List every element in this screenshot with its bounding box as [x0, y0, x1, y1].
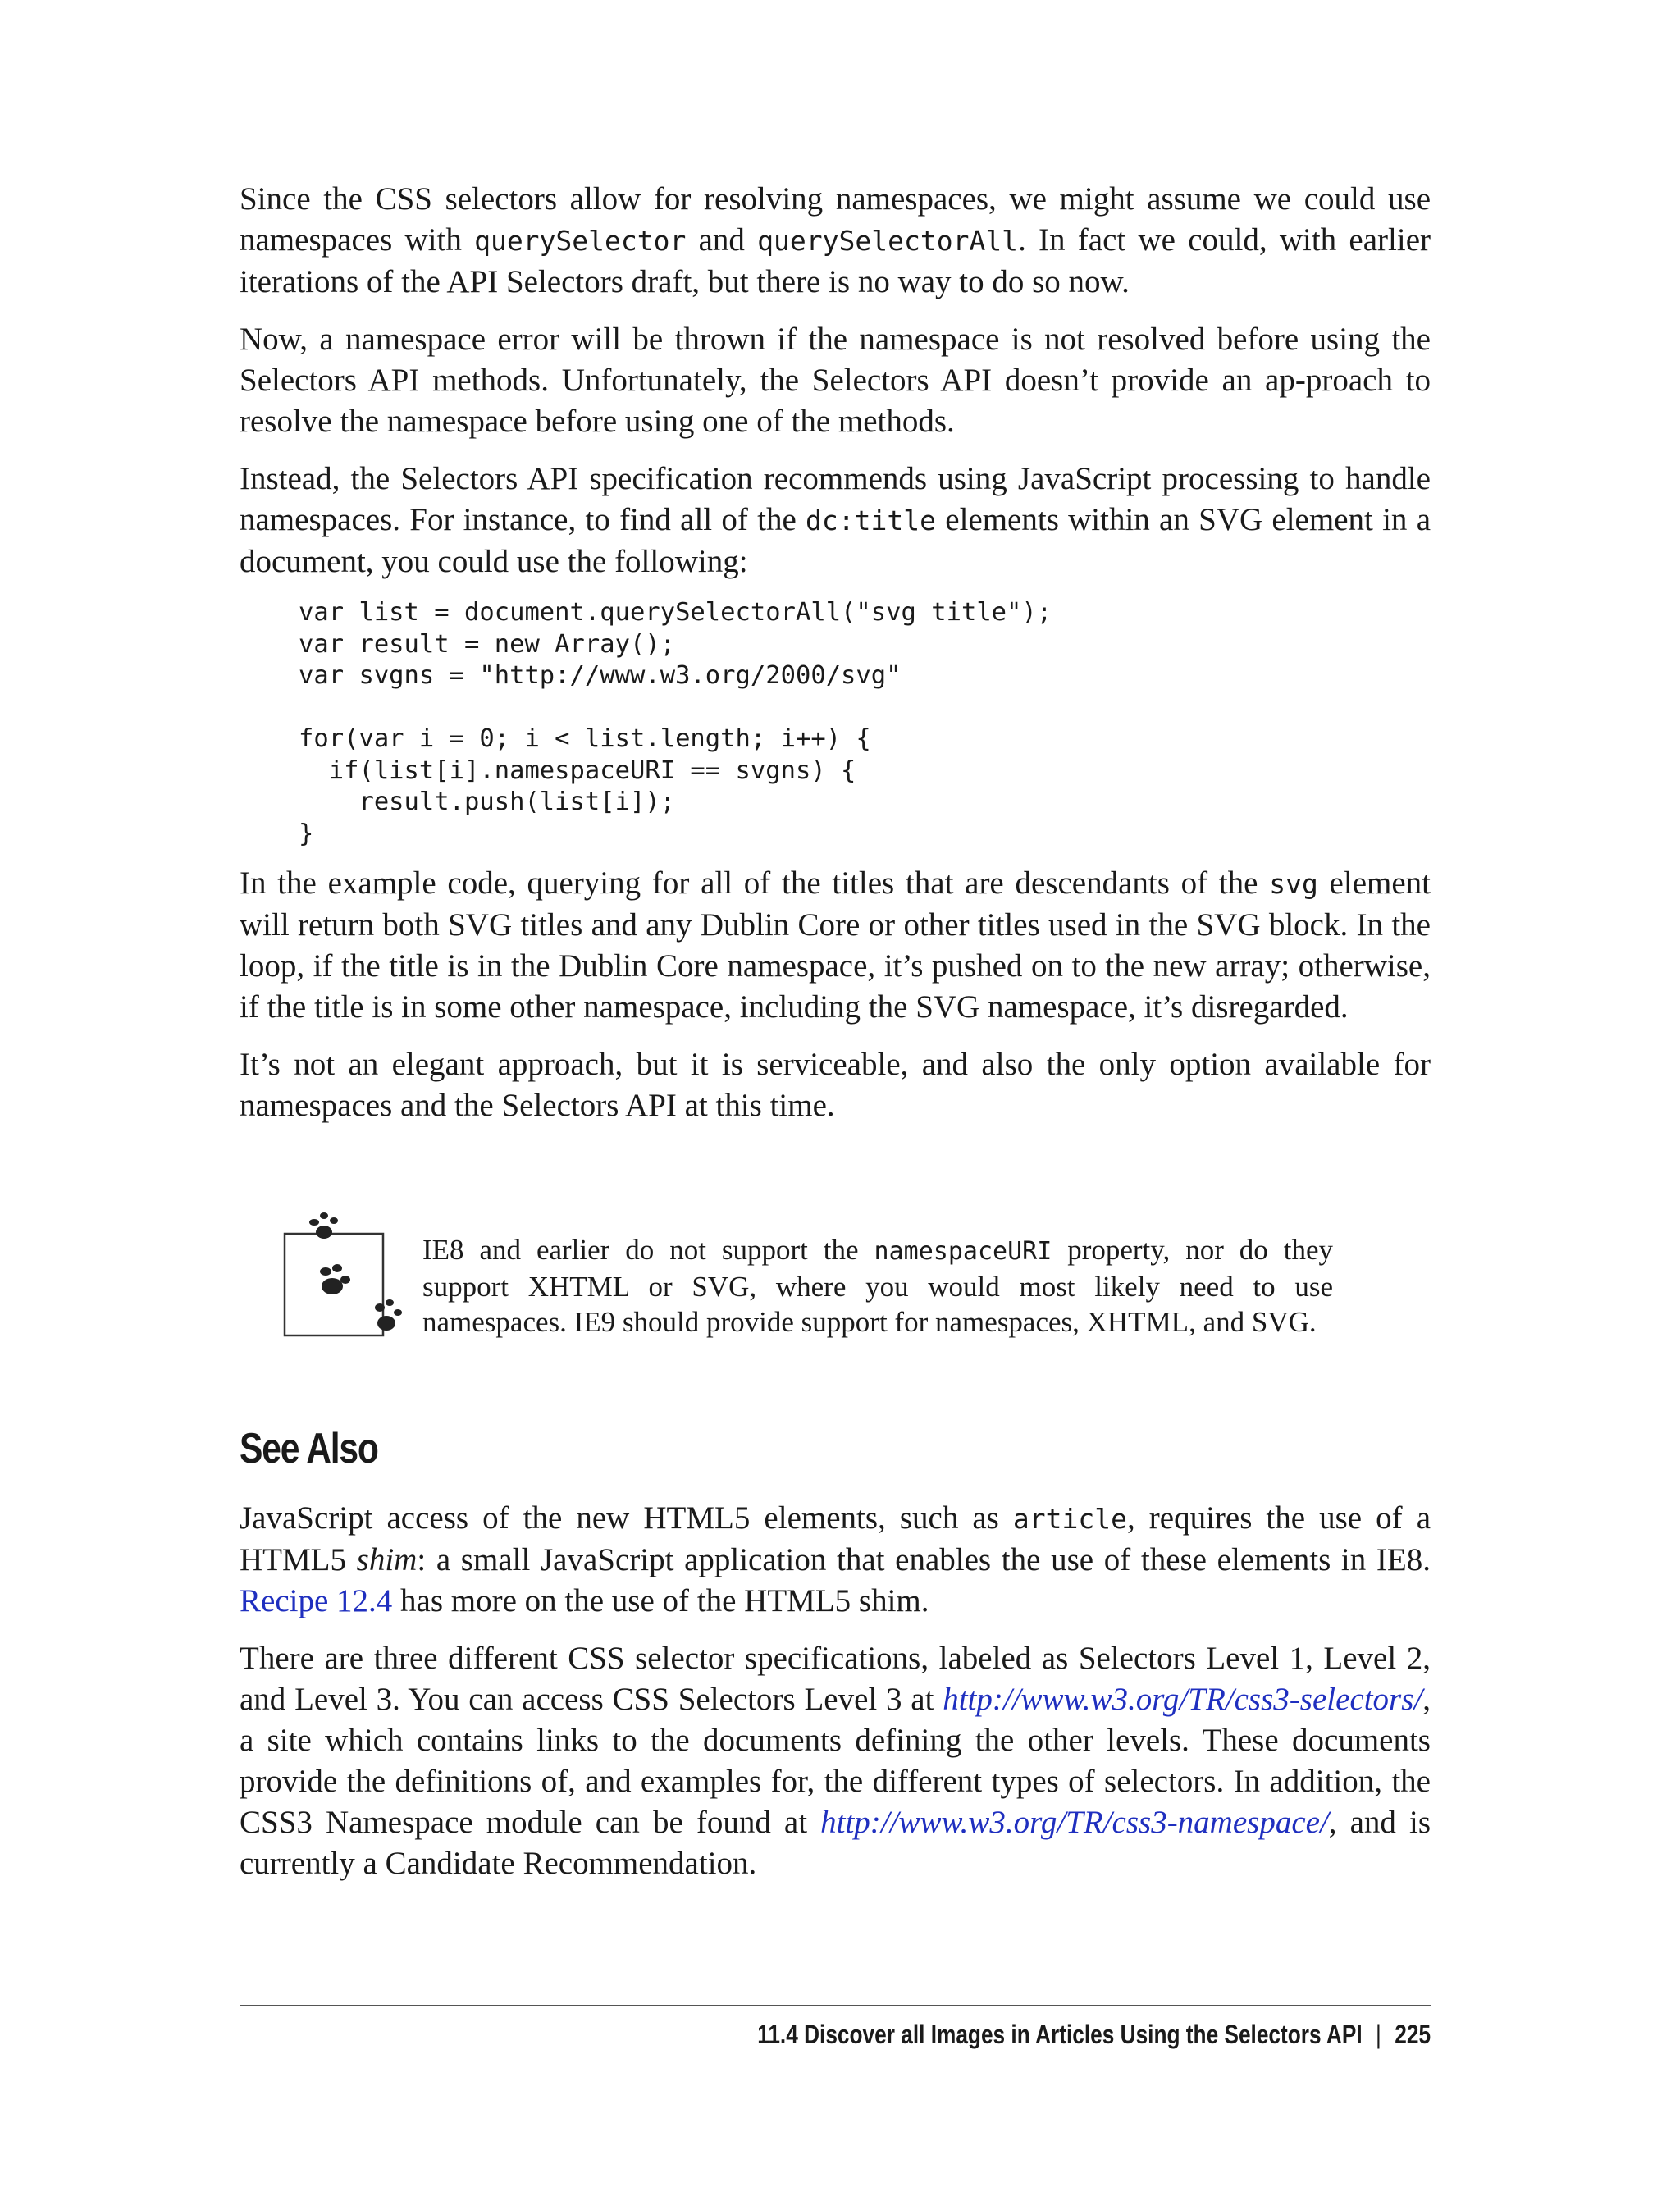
- inline-code: svg: [1269, 868, 1318, 900]
- css3-namespace-link[interactable]: http://www.w3.org/TR/css3-namespace/: [820, 1805, 1329, 1840]
- text: property, nor do they support XHTML or SVG, where you would most likely need to use namespaces. IE9 should provide support for namespaces, XHTML, and SVG.: [422, 1234, 1333, 1338]
- css3-selectors-link[interactable]: http://www.w3.org/TR/css3-selectors/: [943, 1682, 1423, 1717]
- text: , and is currently a Candidate Recommendation.: [240, 1805, 1431, 1881]
- tip-note: [283, 1204, 1349, 1368]
- text: Instead, the Selectors API specification recommends using JavaScript processing to handle namespaces. For instance, to find all of the: [240, 461, 1431, 537]
- main-text-column: [240, 179, 1431, 1126]
- paragraph-2: Now, a namespace error will be thrown if the namespace is not resolved before using the Selectors API methods. Unfortunately, the Selectors API doesn’t provide an ap-proach to resolve the namespace before using one of the methods.: [240, 322, 1431, 439]
- see-also-text-column: [240, 1498, 1431, 1884]
- footer-section-title: 11.4 Discover all Images in Articles Using the Selectors API: [757, 2020, 1363, 2049]
- text: , a site which contains links to the documents defining the other levels. These documents provide the definitions of, and examples for, the different types of selectors. In addition, the CSS3 Namespace module can be found at: [240, 1682, 1431, 1840]
- inline-code: querySelector: [474, 225, 687, 257]
- tip-note-text: [422, 1232, 1333, 1340]
- text: has more on the use of the HTML5 shim.: [392, 1583, 929, 1618]
- paragraph-1: [240, 179, 1431, 303]
- inline-code: article: [1012, 1503, 1127, 1535]
- paw-prints-tip-icon: [283, 1204, 414, 1352]
- text: : a small JavaScript application that enables the use of these elements in IE8.: [417, 1542, 1431, 1577]
- page-footer: [757, 2020, 1431, 2050]
- footer-separator: |: [1376, 2020, 1381, 2049]
- inline-code: querySelectorAll: [757, 225, 1019, 257]
- text: and: [686, 222, 758, 258]
- emphasis: shim: [356, 1542, 418, 1577]
- code-block: var list = document.querySelectorAll("svg title"); var result = new Array(); var svgns = "http://www.w3.org/2000/svg" for(var i = 0; i < list.length; i++) { if(list[i].namespaceURI == svgns) { result.push(list[i]); }: [299, 598, 1052, 848]
- paragraph-4: [240, 863, 1431, 1028]
- text: In the example code, querying for all of the titles that are descendants of the: [240, 865, 1270, 901]
- paragraph-7: [240, 1638, 1431, 1884]
- text: . In fact we could, with earlier iterations of the API Selectors draft, but there is no way to do so now.: [240, 222, 1431, 299]
- text: element will return both SVG titles and any Dublin Core or other titles used in the SVG block. In the loop, if the title is in the Dublin Core namespace, it’s pushed on to the new array; otherwise, if the title is in some other namespace, including the SVG namespace, it’s disregarded.: [240, 865, 1431, 1025]
- footer-rule: [240, 2005, 1431, 2006]
- inline-code: namespaceURI: [874, 1237, 1052, 1266]
- recipe-link[interactable]: Recipe 12.4: [240, 1583, 393, 1618]
- text: , requires the use of a HTML5: [240, 1500, 1431, 1577]
- text: elements within an SVG element in a document, you could use the following:: [240, 502, 1431, 579]
- text: IE8 and earlier do not support the: [422, 1234, 874, 1266]
- section-heading-see-also: See Also: [240, 1425, 378, 1472]
- text: JavaScript access of the new HTML5 elements, such as: [240, 1500, 1013, 1536]
- paragraph-5: It’s not an elegant approach, but it is serviceable, and also the only option available for namespaces and the Selectors API at this time.: [240, 1047, 1431, 1123]
- paragraph-6: [240, 1498, 1431, 1622]
- text: Since the CSS selectors allow for resolving namespaces, we might assume we could use namespaces with: [240, 181, 1431, 258]
- text: There are three different CSS selector specifications, labeled as Selectors Level 1, Level 2, and Level 3. You can access CSS Selectors Level 3 at: [240, 1641, 1431, 1717]
- inline-code: dc:title: [806, 504, 936, 536]
- page-number: 225: [1395, 2020, 1431, 2049]
- paragraph-3: [240, 459, 1431, 582]
